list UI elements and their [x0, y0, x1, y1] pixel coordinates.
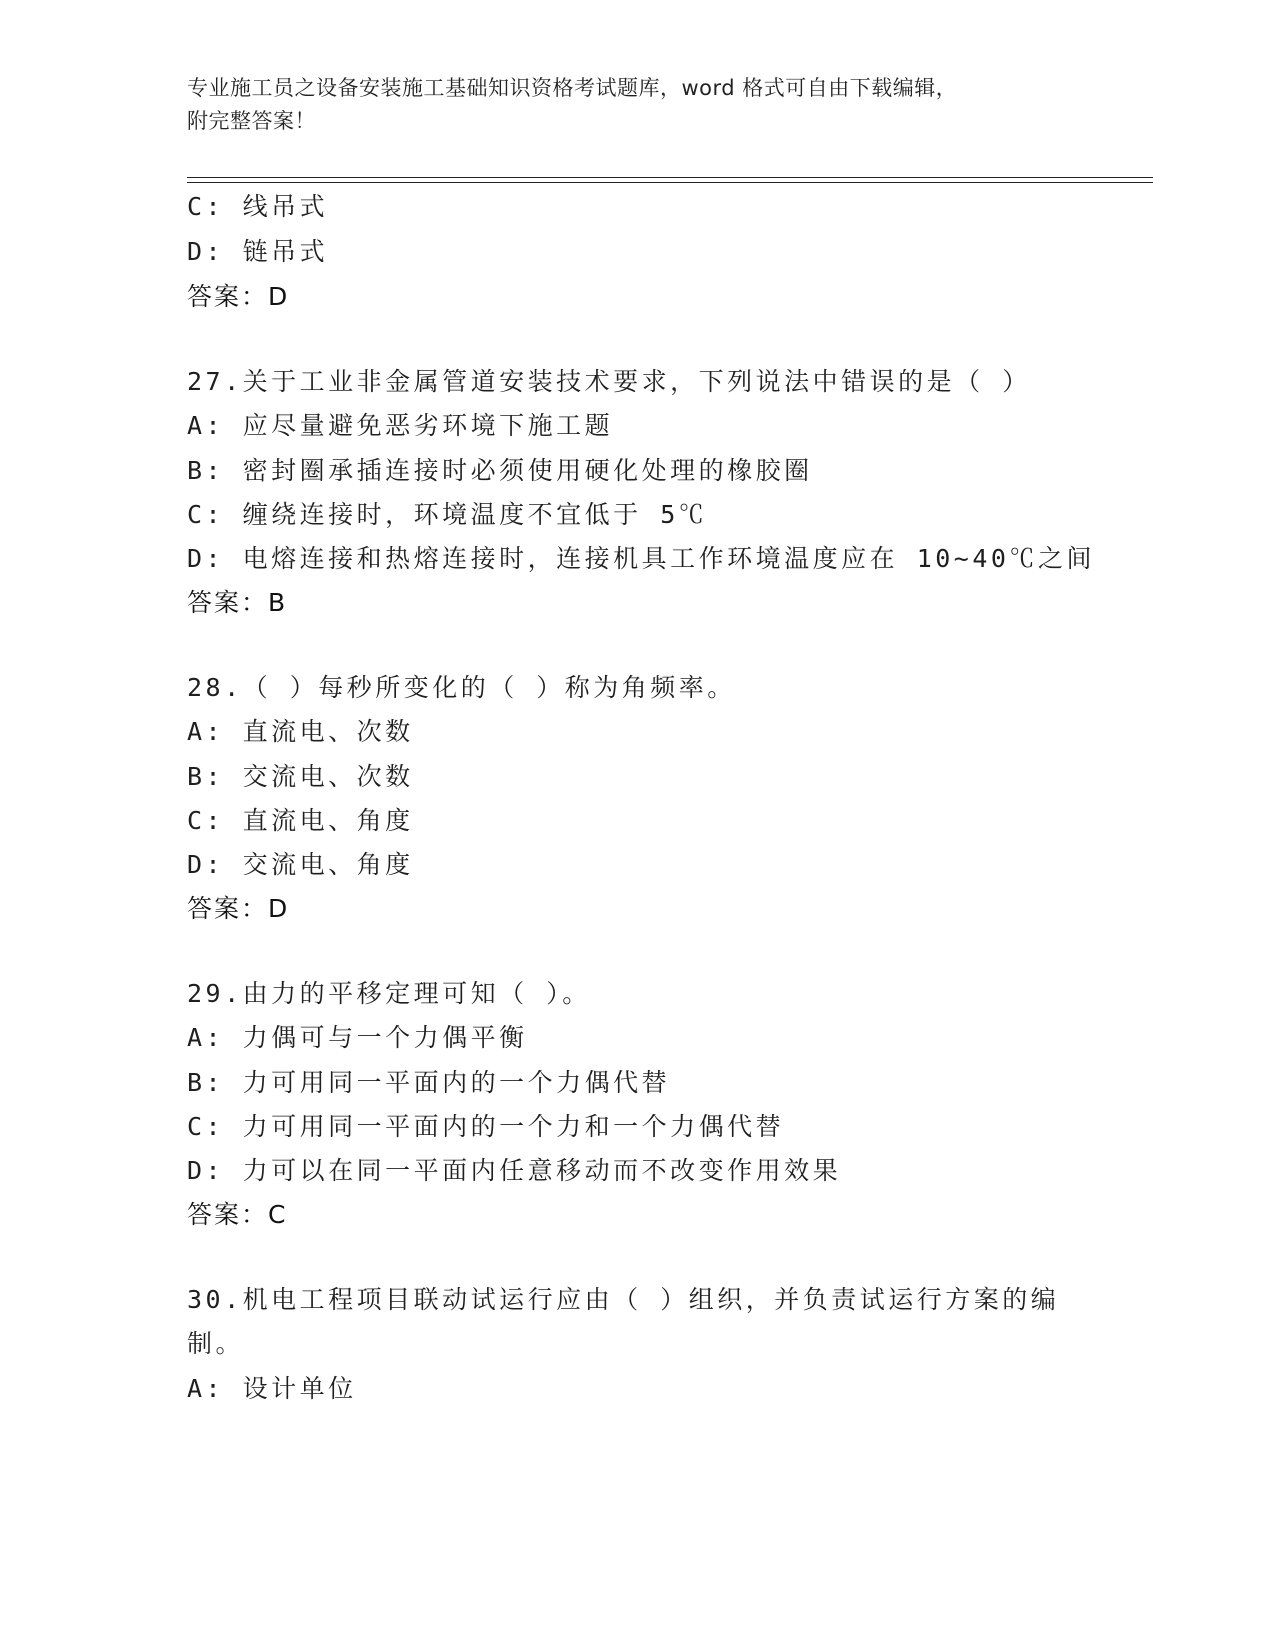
answer-value: B [268, 588, 287, 617]
option-b: B: 密封圈承插连接时必须使用硬化处理的橡胶圈 [187, 456, 813, 485]
option-c: C: 力可用同一平面内的一个力和一个力偶代替 [187, 1112, 785, 1141]
question-stem: 28.（ ）每秒所变化的（ ）称为角频率。 [187, 673, 736, 702]
option-a: A: 设计单位 [187, 1374, 357, 1403]
question-stem: 29.由力的平移定理可知（ ）。 [187, 979, 591, 1008]
option-a: A: 直流电、次数 [187, 717, 414, 746]
option-c: C: 线吊式 [187, 192, 329, 221]
document-header [187, 72, 1067, 138]
answer-value: D [268, 282, 289, 311]
answer-line [187, 892, 288, 926]
option-a: A: 应尽量避免恶劣环境下施工题 [187, 411, 614, 440]
answer-line [187, 280, 288, 314]
question-stem: 30.机电工程项目联动试运行应由（ ）组织，并负责试运行方案的编 [187, 1285, 1060, 1314]
header-line-1: 专业施工员之设备安装施工基础知识资格考试题库，word 格式可自由下载编辑， [187, 76, 958, 100]
answer-line [187, 586, 286, 620]
answer-label: 答案： [187, 1200, 269, 1229]
answer-value: C [268, 1200, 287, 1229]
option-d: D: 力可以在同一平面内任意移动而不改变作用效果 [187, 1156, 842, 1185]
option-c: C: 直流电、角度 [187, 806, 414, 835]
option-d: D: 链吊式 [187, 237, 329, 266]
header-line-2: 附完整答案！ [187, 109, 316, 133]
answer-label: 答案： [187, 588, 269, 617]
option-c: C: 缠绕连接时，环境温度不宜低于 5℃ [187, 500, 708, 529]
header-divider-top [187, 177, 1153, 178]
question-stem: 27.关于工业非金属管道安装技术要求，下列说法中错误的是（ ） [187, 367, 1031, 396]
answer-label: 答案： [187, 894, 269, 923]
option-b: B: 交流电、次数 [187, 762, 414, 791]
option-a: A: 力偶可与一个力偶平衡 [187, 1023, 528, 1052]
option-d: D: 交流电、角度 [187, 850, 414, 879]
question-stem-continuation: 制。 [187, 1329, 245, 1358]
option-d: D: 电熔连接和热熔连接时，连接机具工作环境温度应在 10~40℃之间 [187, 544, 1095, 573]
answer-line [187, 1198, 286, 1232]
header-divider-bottom [187, 182, 1153, 183]
answer-label: 答案： [187, 282, 269, 311]
answer-value: D [268, 894, 289, 923]
option-b: B: 力可用同一平面内的一个力偶代替 [187, 1068, 671, 1097]
